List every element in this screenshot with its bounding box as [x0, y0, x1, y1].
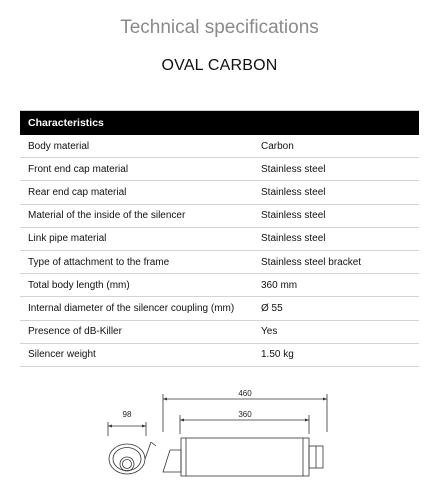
arrowhead	[323, 398, 327, 401]
side-view-silencer-body	[181, 438, 309, 476]
table-row	[20, 205, 419, 228]
spec-value: 1.50 kg	[261, 349, 294, 361]
spec-label: Silencer weight	[28, 349, 96, 361]
spec-table	[20, 110, 419, 367]
table-row	[20, 251, 419, 274]
table-row	[20, 228, 419, 251]
spec-label: Front end cap material	[28, 163, 129, 175]
end-view-oval-outer	[109, 444, 145, 474]
spec-label: Material of the inside of the silencer	[28, 210, 186, 222]
arrowhead	[305, 419, 309, 422]
spec-label: Internal diameter of the silencer coupling (mm)	[28, 302, 235, 314]
spec-value: Ø 55	[261, 302, 283, 314]
spec-label: Total body length (mm)	[28, 279, 130, 291]
spec-label: Rear end cap material	[28, 186, 127, 198]
end-view-bracket-tip	[151, 442, 156, 446]
spec-value: Stainless steel	[261, 163, 326, 175]
spec-label: Body material	[28, 140, 90, 152]
spec-label: Type of attachment to the frame	[28, 256, 170, 268]
table-row	[20, 181, 419, 204]
spec-value: Stainless steel	[261, 210, 326, 222]
spec-table-header: Characteristics	[20, 111, 419, 135]
arrowhead	[142, 425, 146, 428]
page-title: Technical specifications	[120, 17, 319, 38]
table-row	[20, 158, 419, 181]
table-row	[20, 274, 419, 297]
table-row	[20, 321, 419, 344]
spec-label: Link pipe material	[28, 233, 107, 245]
end-view-bracket	[145, 442, 151, 459]
product-name: OVAL CARBON	[161, 57, 278, 74]
spec-label: Presence of dB-Killer	[28, 326, 122, 338]
body-length-dimension-label: 360	[238, 410, 252, 419]
end-view-oval-inner	[113, 448, 141, 471]
spec-value: Stainless steel	[261, 186, 326, 198]
spec-value: Yes	[261, 326, 278, 338]
spec-value: Stainless steel	[261, 233, 326, 245]
table-row	[20, 297, 419, 320]
width-dimension-label: 98	[122, 410, 132, 419]
spec-value: 360 mm	[261, 279, 298, 291]
arrowhead	[163, 398, 167, 401]
table-row	[20, 344, 419, 367]
total-length-dimension-label: 460	[238, 389, 252, 398]
spec-value: Stainless steel bracket	[261, 256, 362, 268]
arrowhead	[108, 425, 112, 428]
table-row	[20, 135, 419, 158]
side-view-link-pipe	[163, 450, 181, 472]
arrowhead	[180, 419, 184, 422]
end-view-outlet-inner	[123, 460, 132, 469]
silencer-technical-drawing	[0, 380, 439, 500]
spec-value: Carbon	[261, 140, 294, 152]
